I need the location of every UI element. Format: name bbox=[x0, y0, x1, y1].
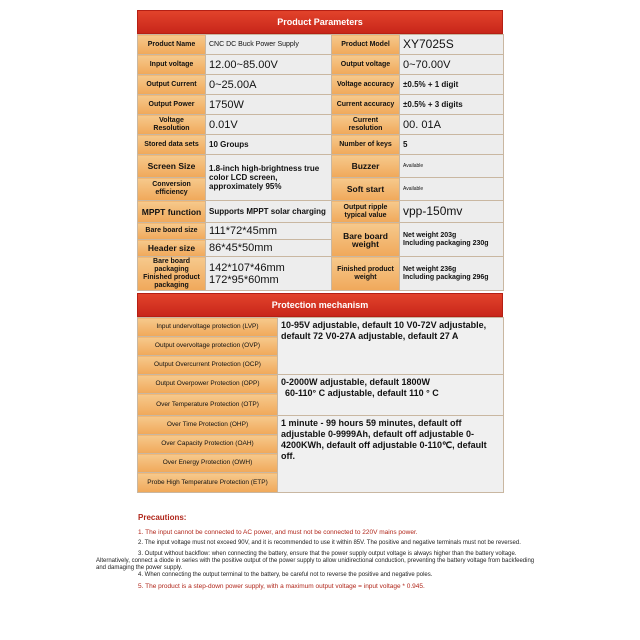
opp-value: 0-2000W adjustable, default 1800W bbox=[281, 377, 431, 387]
product-model-label: Product Model bbox=[332, 35, 400, 55]
bare-board-packaging-label: Bare board packaging bbox=[153, 257, 190, 273]
precaution-1: 1. The input cannot be connected to AC power, and must not be connected to 220V mains power. bbox=[138, 529, 418, 536]
finished-product-packaging-value: 172*95*60mm bbox=[209, 273, 279, 286]
product-name-label: Product Name bbox=[138, 35, 206, 55]
product-model-value: XY7025S bbox=[400, 35, 504, 55]
mppt-label: MPPT function bbox=[138, 201, 206, 223]
finished-product-net-weight: Net weight 236g bbox=[403, 265, 457, 273]
screen-size-label: Screen Size bbox=[138, 155, 206, 178]
conversion-efficiency-label: Conversion efficiency bbox=[138, 178, 206, 201]
lvp-ovp-ocp-value: 10-95V adjustable, default 10 V0-72V adjustable, default 72 V0-27A adjustable, default 27 A bbox=[278, 318, 504, 375]
number-of-keys-label: Number of keys bbox=[332, 135, 400, 155]
ohp-oah-owh-etp-value: 1 minute - 99 hours 59 minutes, default off adjustable 0-9999Ah, default off adjustable 0-4200KWh, default off adjustable 0-110℃, default off. bbox=[278, 416, 504, 493]
bare-board-packaging-value: 142*107*46mm bbox=[209, 261, 285, 274]
current-accuracy-value: ±0.5% + 3 digits bbox=[400, 95, 504, 115]
current-resolution-label: Current resolution bbox=[332, 115, 400, 135]
bare-board-size-label: Bare board size bbox=[138, 223, 206, 240]
soft-start-value: Available bbox=[400, 178, 504, 201]
ovp-label: Output overvoltage protection (OVP) bbox=[138, 337, 278, 356]
stored-data-sets-label: Stored data sets bbox=[138, 135, 206, 155]
soft-start-label: Soft start bbox=[332, 178, 400, 201]
ocp-label: Output Overcurrent Protection (OCP) bbox=[138, 356, 278, 375]
voltage-accuracy-value: ±0.5% + 1 digit bbox=[400, 75, 504, 95]
finished-product-packaged-weight: Including packaging 296g bbox=[403, 273, 489, 281]
product-parameters-header: Product Parameters bbox=[137, 10, 503, 34]
output-ripple-label: Output ripple typical value bbox=[332, 201, 400, 223]
output-power-value: 1750W bbox=[206, 95, 332, 115]
oah-label: Over Capacity Protection (OAH) bbox=[138, 435, 278, 454]
output-voltage-value: 0~70.00V bbox=[400, 55, 504, 75]
opp-label: Output Overpower Protection (OPP) bbox=[138, 375, 278, 394]
output-current-value: 0~25.00A bbox=[206, 75, 332, 95]
screen-size-value: 1.8-inch high-brightness true color LCD screen, approximately 95% bbox=[206, 155, 332, 201]
precaution-5: 5. The product is a step-down power supply, with a maximum output voltage = input voltage * 0.945. bbox=[138, 583, 425, 590]
opp-otp-value bbox=[278, 375, 504, 416]
header-size-label: Header size bbox=[138, 240, 206, 257]
bare-board-size-value: 111*72*45mm bbox=[206, 223, 332, 240]
output-current-label: Output Current bbox=[138, 75, 206, 95]
packaging-values bbox=[206, 257, 332, 291]
voltage-resolution-value: 0.01V bbox=[206, 115, 332, 135]
current-accuracy-label: Current accuracy bbox=[332, 95, 400, 115]
finished-product-weight-label: Finished product weight bbox=[332, 257, 400, 291]
number-of-keys-value: 5 bbox=[400, 135, 504, 155]
voltage-accuracy-label: Voltage accuracy bbox=[332, 75, 400, 95]
buzzer-label: Buzzer bbox=[332, 155, 400, 178]
spec-sheet bbox=[137, 10, 503, 493]
input-voltage-value: 12.00~85.00V bbox=[206, 55, 332, 75]
finished-product-packaging-label: Finished product packaging bbox=[143, 273, 200, 289]
header-size-value: 86*45*50mm bbox=[206, 240, 332, 257]
product-name-value: CNC DC Buck Power Supply bbox=[206, 35, 332, 55]
bare-board-weight-label: Bare board weight bbox=[332, 223, 400, 257]
bare-board-packaged-weight: Including packaging 230g bbox=[403, 239, 489, 247]
output-voltage-label: Output voltage bbox=[332, 55, 400, 75]
current-resolution-value: 00. 01A bbox=[400, 115, 504, 135]
lvp-label: Input undervoltage protection (LVP) bbox=[138, 318, 278, 337]
precautions-section bbox=[96, 514, 536, 594]
parameters-table bbox=[137, 34, 504, 291]
protection-mechanism-header: Protection mechanism bbox=[137, 293, 503, 317]
otp-label: Over Temperature Protection (OTP) bbox=[138, 394, 278, 416]
precaution-3: 3. Output without backflow: when connecting the battery, ensure that the power supply output voltage is always higher than the battery voltage. bbox=[138, 551, 517, 557]
otp-value: 60-110° C adjustable, default 110 ° C bbox=[285, 388, 439, 398]
owh-label: Over Energy Protection (OWH) bbox=[138, 454, 278, 473]
precaution-2: 2. The input voltage must not exceed 90V, and it is recommended to use it within 85V. The positive and negative terminals must not be reversed. bbox=[138, 540, 521, 546]
bare-board-net-weight: Net weight 203g bbox=[403, 231, 457, 239]
precautions-title: Precautions: bbox=[138, 513, 187, 522]
bare-board-weight-value bbox=[400, 223, 504, 257]
stored-data-sets-value: 10 Groups bbox=[206, 135, 332, 155]
output-ripple-value: vpp-150mv bbox=[400, 201, 504, 223]
protection-table bbox=[137, 317, 504, 493]
buzzer-value: Available bbox=[400, 155, 504, 178]
mppt-value: Supports MPPT solar charging bbox=[206, 201, 332, 223]
precaution-3-continued: Alternatively, connect a diode in series with the positive output of the power supply to allow unidirectional conduction, preventing the battery voltage from backfeeding and damaging the power supply. bbox=[96, 558, 535, 571]
input-voltage-label: Input voltage bbox=[138, 55, 206, 75]
packaging-labels bbox=[138, 257, 206, 291]
finished-product-weight-value bbox=[400, 257, 504, 291]
precaution-4: 4. When connecting the output terminal to the battery, be careful not to reverse the positive and negative poles. bbox=[138, 572, 433, 578]
ohp-label: Over Time Protection (OHP) bbox=[138, 416, 278, 435]
output-power-label: Output Power bbox=[138, 95, 206, 115]
etp-label: Probe High Temperature Protection (ETP) bbox=[138, 473, 278, 493]
voltage-resolution-label: Voltage Resolution bbox=[138, 115, 206, 135]
